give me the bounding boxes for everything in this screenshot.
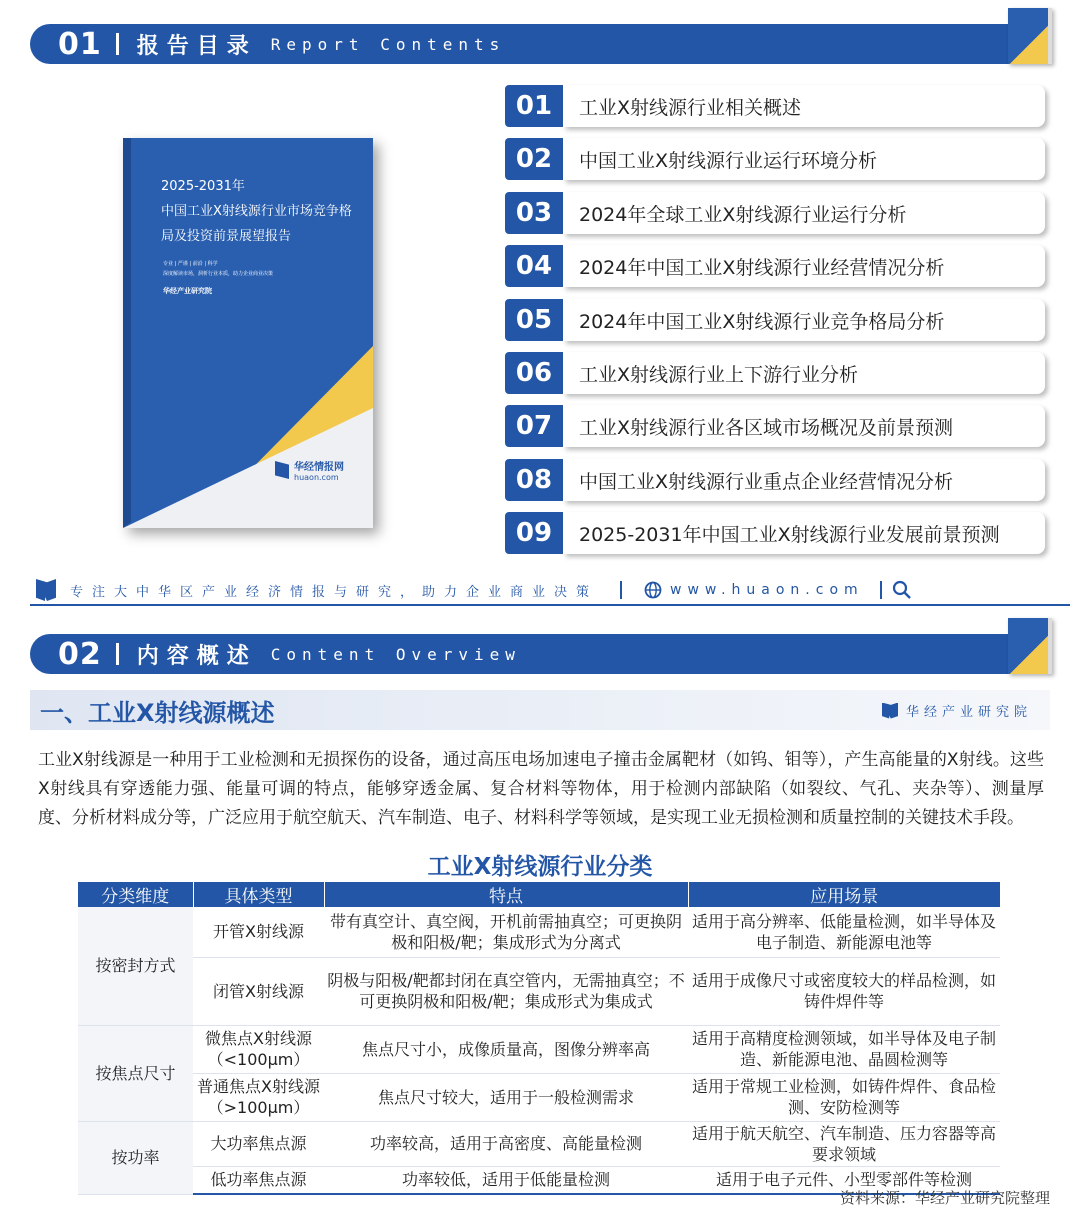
source-note: 资料来源：华经产业研究院整理	[839, 1189, 1050, 1207]
search-icon[interactable]	[892, 580, 912, 600]
toc-number: 06	[505, 352, 563, 394]
table-header-row	[78, 882, 1000, 907]
book-title: 中国工业X射线源行业市场竞争格局及投资前景展望报告	[161, 204, 352, 244]
table-cell-type: 闭管X射线源	[193, 957, 324, 1025]
toc-item[interactable]	[505, 405, 1045, 447]
toc-number: 09	[505, 512, 563, 554]
toc-label: 2025-2031年中国工业X射线源行业发展前景预测	[563, 512, 1045, 554]
toc-number: 05	[505, 299, 563, 341]
toc-label: 工业X射线源行业相关概述	[563, 85, 1045, 127]
book-publisher: 华经产业研究院	[163, 287, 212, 295]
toc-number: 04	[505, 245, 563, 287]
toc-item[interactable]	[505, 299, 1045, 341]
section-number: 01	[58, 26, 102, 62]
table-cell-feature: 焦点尺寸小，成像质量高，图像分辨率高	[324, 1025, 688, 1073]
table-cell-application: 适用于成像尺寸或密度较大的样品检测，如铸件焊件等	[688, 957, 1000, 1025]
mini-book-icon	[1008, 618, 1052, 674]
mini-book-icon	[1008, 8, 1052, 64]
toc-number: 03	[505, 192, 563, 234]
toc-number: 02	[505, 138, 563, 180]
table-row	[78, 1121, 1000, 1166]
table-cell-group: 按功率	[78, 1121, 193, 1194]
book-cover-shapes	[123, 338, 373, 528]
column-header: 具体类型	[193, 882, 324, 907]
toc-number: 07	[505, 405, 563, 447]
table-cell-feature: 阴极与阳极/靶都封闭在真空管内，无需抽真空；不可更换阴极和阳极/靶；集成形式为集成式	[324, 957, 688, 1025]
toc-item[interactable]	[505, 459, 1045, 501]
table-cell-group: 按焦点尺寸	[78, 1025, 193, 1121]
website-link[interactable]: www.huaon.com	[670, 582, 864, 598]
table-cell-type: 微焦点X射线源（<100μm）	[193, 1025, 324, 1073]
toc-label: 2024年中国工业X射线源行业竞争格局分析	[563, 299, 1045, 341]
classification-table	[78, 882, 1000, 1195]
toc-item[interactable]	[505, 192, 1045, 234]
slogan-strip	[30, 576, 1070, 606]
globe-icon	[644, 581, 662, 599]
column-header: 应用场景	[688, 882, 1000, 907]
brand-label	[882, 701, 1032, 720]
table-cell-type: 开管X射线源	[193, 907, 324, 957]
table-cell-feature: 功率较高，适用于高密度、高能量检测	[324, 1121, 688, 1166]
slogan-text: 专注大中华区产业经济情报与研究，助力企业商业决策	[70, 584, 599, 600]
column-header: 特点	[324, 882, 688, 907]
huaon-flag-icon	[36, 579, 56, 601]
table-cell-type: 低功率焦点源	[193, 1166, 324, 1194]
table-cell-feature: 焦点尺寸较大，适用于一般检测需求	[324, 1073, 688, 1121]
toc-label: 中国工业X射线源行业重点企业经营情况分析	[563, 459, 1045, 501]
table-cell-group: 按密封方式	[78, 907, 193, 1025]
divider	[620, 581, 622, 599]
divider	[880, 581, 882, 599]
toc-item[interactable]	[505, 85, 1045, 127]
huaon-logo-icon	[275, 461, 289, 479]
brand-name: 华经产业研究院	[906, 705, 1033, 720]
table-cell-type: 普通焦点X射线源（>100μm）	[193, 1073, 324, 1121]
section-title-en: Content Overview	[270, 644, 521, 664]
table-row	[78, 1025, 1000, 1073]
book-tags: 专业 | 严谨 | 前沿 | 科学	[163, 261, 218, 267]
table-cell-feature: 带有真空计、真空阀，开机前需抽真空；可更换阴极和阳极/靶；集成形式为分离式	[324, 907, 688, 957]
book-logo-url: huaon.com	[294, 473, 339, 482]
toc-number: 08	[505, 459, 563, 501]
divider	[116, 33, 119, 55]
book-logo-name: 华经情报网	[294, 462, 344, 473]
table-row	[78, 957, 1000, 1025]
section-title-cn: 内容概述	[136, 643, 257, 669]
table-cell-application: 适用于电子元件、小型零部件等检测	[688, 1166, 1000, 1194]
toc-label: 中国工业X射线源行业运行环境分析	[563, 138, 1045, 180]
table-cell-application: 适用于高分辨率、低能量检测，如半导体及电子制造、新能源电池等	[688, 907, 1000, 957]
table-row	[78, 907, 1000, 957]
book-year: 2025-2031年	[161, 179, 245, 194]
divider	[116, 643, 119, 665]
table-title: 工业X射线源行业分类	[427, 854, 653, 880]
toc-item[interactable]	[505, 352, 1045, 394]
toc-label: 工业X射线源行业各区域市场概况及前景预测	[563, 405, 1045, 447]
column-header: 分类维度	[78, 882, 193, 907]
toc-item[interactable]	[505, 512, 1045, 554]
toc-label: 工业X射线源行业上下游行业分析	[563, 352, 1045, 394]
toc-label: 2024年中国工业X射线源行业经营情况分析	[563, 245, 1045, 287]
toc-item[interactable]	[505, 138, 1045, 180]
table-row	[78, 1073, 1000, 1121]
overview-paragraph: 工业X射线源是一种用于工业检测和无损探伤的设备，通过高压电场加速电子撞击金属靶材（如钨、钼等），产生高能量的X射线。这些X射线具有穿透能力强、能量可调的特点，能够穿透金属、复合材料等物体，用于检测内部缺陷（如裂纹、气孔、夹杂等）、测量厚度、分析材料成分等，广泛应用于航空航天、汽车制造、电子、材料科学等领域，是实现工业无损检测和质量控制的关键技术手段。	[38, 750, 1044, 828]
section-header-content-overview	[30, 634, 1050, 674]
book-logo	[275, 458, 344, 482]
toc-number: 01	[505, 85, 563, 127]
table-cell-application: 适用于高精度检测领域，如半导体及电子制造、新能源电池、晶圆检测等	[688, 1025, 1000, 1073]
toc-label: 2024年全球工业X射线源行业运行分析	[563, 192, 1045, 234]
section-title-en: Report Contents	[270, 34, 506, 54]
section-title-cn: 报告目录	[136, 33, 257, 59]
table-cell-application: 适用于常规工业检测，如铸件焊件、食品检测、安防检测等	[688, 1073, 1000, 1121]
section-number: 02	[58, 636, 102, 672]
table-cell-application: 适用于航天航空、汽车制造、压力容器等高要求领域	[688, 1121, 1000, 1166]
huaon-flag-icon	[882, 703, 898, 719]
table-cell-feature: 功率较低，适用于低能量检测	[324, 1166, 688, 1194]
table-cell-type: 大功率焦点源	[193, 1121, 324, 1166]
toc-item[interactable]	[505, 245, 1045, 287]
section-header-report-contents	[30, 24, 1050, 64]
book-tagline: 深度解读市场，洞析行业本质，助力企业商业决策	[163, 271, 274, 277]
subsection-title: 一、工业X射线源概述	[40, 698, 275, 727]
